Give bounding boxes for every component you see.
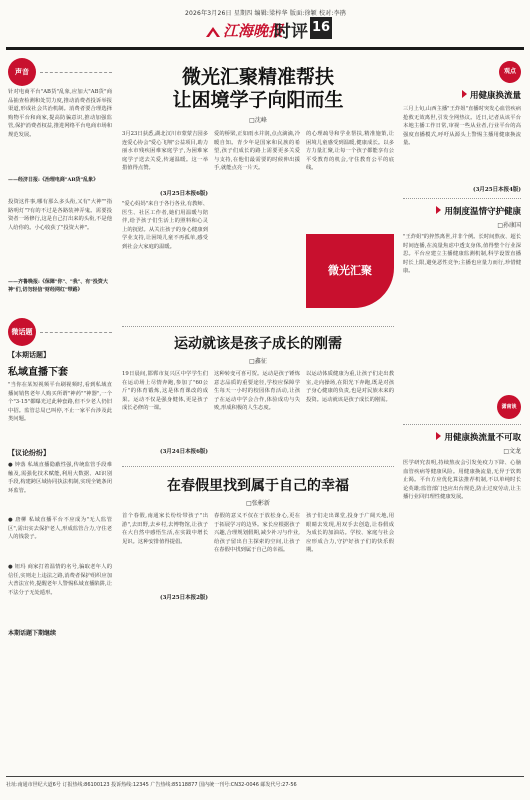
voice-badge-icon: 声音	[8, 58, 36, 86]
article-text: 3月23日获悉,湖北汉川市蒙蒙吉园多连爱心协会"爱心飞翔"公益项目,助力丽水市残疾困难家庭学子,为困难家庭学子送去关爱,传递温暖。这一举措值得点赞。	[122, 131, 208, 172]
column-source: ——齐鲁晚报:《保障"你"、"我"、有"投资大神"们,切勿轻信"财经网红"带路》	[8, 279, 108, 294]
article-body	[122, 370, 394, 458]
subheadline: 在春假里找到属于自己的幸福	[167, 478, 349, 494]
xiaonan-badge: 潇南谈	[497, 395, 521, 419]
right-text: 医学研究表明,持续熬夜会引发免疫力下降、心脑血管疾病等健康风险。用健康换流量,无异于饮鸩止渴。平台方应优化算法推荐机制,不以单纯时长论英雄;监管部门也应出台规范,防止过度劳动,让主播行业回归理性健康发展。	[403, 460, 521, 501]
article-text: 春假的意义不仅在于放松身心,更在于拓展学习的边界。家长应根据孩子兴趣,合理规划假期,减少补习与作业,给孩子留出自主探索的空间,让孩子在春假中找到属于自己的幸福。	[214, 513, 300, 554]
subheadline: 运动就该是孩子成长的刚需	[174, 336, 342, 352]
byline: □沈峰	[249, 117, 267, 124]
left-column	[8, 58, 112, 768]
triangle-icon	[436, 432, 441, 440]
title-divider	[6, 47, 524, 50]
article-text: 孩子们走出课堂,投身于广阔天地,用眼睛去发现,用双手去创造,让春假成为成长的加油站。学校、家庭与社会应形成合力,守护好孩子们的快乐假期。	[306, 513, 394, 554]
comment: ● 钟落 私域直播隐蔽性强,传统监管手段难触及,需强化技术赋能,利用大数据、AI识别手段,构建跨区域协同执法机制,实现全链条闭环监管。	[8, 462, 112, 494]
triangle-icon	[436, 206, 441, 214]
article-body	[122, 512, 394, 640]
triangle-icon	[462, 90, 467, 98]
article-text: 19日晨间,邯郸市复兴区中学学生们在运动场上尽情奔跑,参加了"60公斤"的体育锻炼,这是体育课改的成果。运动不仅是强身健体,更是孩子成长必修的一课。	[122, 371, 208, 412]
byline: □孙康国	[497, 222, 521, 229]
dateline: 2026年3月26日 星期四 编辑:梁梓华 版面:徐颖 校对:李鹃	[185, 10, 347, 17]
right-text: "王炸姐"的猝然离世,并非个例。长时间熬夜、超长时间连播,在流量焦虑中透支身体,值得整个行业深思。平台应建立主播健康监测机制,科学设置直播时长上限,避免恶性竞争;主播也应量力而行,珍惜健康。	[403, 234, 521, 275]
topic-name: 私域直播下套	[8, 367, 68, 378]
discussion-title: 【议论纷纷】	[8, 448, 50, 457]
next-topic-note: 本期话题下期继续	[8, 630, 57, 637]
paper-name: 江海晚报	[223, 22, 284, 40]
comment: ● 钮玛 商家打着温情的名号,骗取老年人的信任,实则走上违法之路,消费者保护组织应加大普法宣传,提醒老年人警惕私域直播陷阱,让不法分子无处遁形。	[8, 564, 112, 596]
article-text: 以运动体质健康为重,让孩子们走出教室,走向操场,在阳光下奔跑,既是对孩子身心健康的负责,也是对民族未来的投资。运动就该是孩子成长的刚需。	[306, 371, 394, 403]
section-name: 时评	[274, 22, 308, 42]
masthead	[0, 0, 530, 60]
micro-topic-badge-icon: 微话题	[8, 318, 36, 346]
article-body	[122, 130, 394, 318]
column-source: ——经济日报:《治理电商"AB货"乱象》	[8, 177, 99, 183]
commentary-label: 微光汇聚	[306, 234, 394, 308]
right-text: 三月上旬,山西主播"王炸姐"直播时突发心血管疾病抢救无效离世,引发全网热议。近日,记者从该平台本地主播工作日常,审视一些从业者,行业平台的高强度直播模式,呼吁从源头上警惕主播用健康换流量。	[403, 106, 521, 147]
topic-title: 【本期话题】	[8, 350, 50, 359]
headline: 让困境学子向阳而生	[172, 89, 344, 111]
micro-topic-badge	[8, 318, 36, 346]
article-source: (3月25日本报2版)	[159, 595, 208, 601]
article-source: (3月24日本报6版)	[159, 449, 208, 455]
article-text: 爱的桥梁,正如雨水并润,点点滴滴,冷暖自知。青少年是国家和民族的希望,孩子们成长的路上需要更多关爱与支持,在他们最需要的时候伸出援手,就能点亮一片天。	[214, 131, 300, 172]
byline: □鑫征	[249, 358, 267, 365]
opinion-badge: 观点	[499, 61, 521, 83]
byline: □张彬新	[246, 500, 270, 507]
right-source: (3月25日本报4版)	[472, 187, 521, 193]
comment: ● 唐柳 私域直播平台不应成为"无人监管区",需出实去保护老人,形成监管合力,守住老人的钱袋子。	[8, 517, 112, 541]
article-text: 的心理疏导和学业帮扶,精准施策,让困境儿童感受到温暖,健康成长。以多方力量汇聚,让每一个孩子都能享有公平受教育的机会,守住教育公平的底线。	[306, 131, 394, 172]
headline: 微光汇聚精准帮扶	[181, 66, 334, 88]
main-column	[122, 58, 394, 768]
right-column	[403, 58, 521, 768]
article-text: "爱心妈妈"来自于各行各业,有教师、医生、社区工作者,她们用温暖与陪伴,给予孩子们生活上的照料和心灵上的抚慰。从关注孩子的身心健康到学业支持,让困境儿童不再孤单,感受到社会大家庭的温暖。	[122, 201, 208, 250]
article-text: 这种转变可喜可贺。运动是孩子锤炼意志品质的重要途径,学校应保障学生每天一小时的校园体育活动,让孩子在运动中学会合作,体验成功与失败,形成积极的人生态度。	[214, 371, 300, 412]
voice-badge	[8, 58, 36, 86]
footer: 社址:南通市世纪大道6号 订报热线:86100123 投诉热线:12345 广告热线:85118877 国内统一刊号:CN32-0046 邮发代号:27-56	[6, 776, 524, 792]
column-text: 投资这件事,哪有那么多头衔,又有"大神""指路明灯"?有的不过是各路装神弄鬼。需要投资者一场修行,这是自己打出来的头衔,不是他人给你的。小心收获了"投资大神"。	[8, 199, 112, 231]
paper-logo-icon	[205, 24, 221, 38]
topic-text: "当你在某短视频平台刷视频时,看到私域直播间销售老年人购买所谓"神药""神器",一个个"3·15"都曝光过此种套路,但不少老人仍旧中招。监管总局已叫停,不止一家平台涉及此类问题。	[8, 382, 112, 423]
column-text: 针对电商平台"AB货"乱象,应加大"AB货"商品抽查检测和处罚力度,推动消费者投诉举报渠道,形成社会共治机制。消费者要合理选择购物平台和商家,提高防骗意识,推动加强监管,保护消费者权益,推进网络平台电商市场和规范发展。	[8, 89, 112, 138]
article-text: 首个春假,南通家长纷纷带孩子"出游",去田野,去乡村,去博物馆,让孩子在大自然中感悟生活,在实践中增长见识。这种安排值得提倡。	[122, 513, 208, 545]
byline: □文龙	[503, 448, 521, 455]
right-headline: 用健康换流量不可取	[403, 431, 521, 443]
right-headline: 用制度温情守护健康	[403, 205, 521, 217]
page-number: 16	[310, 17, 332, 39]
right-headline: 用健康换流量	[403, 89, 521, 101]
article-source: (3月25日本报6版)	[159, 191, 208, 197]
